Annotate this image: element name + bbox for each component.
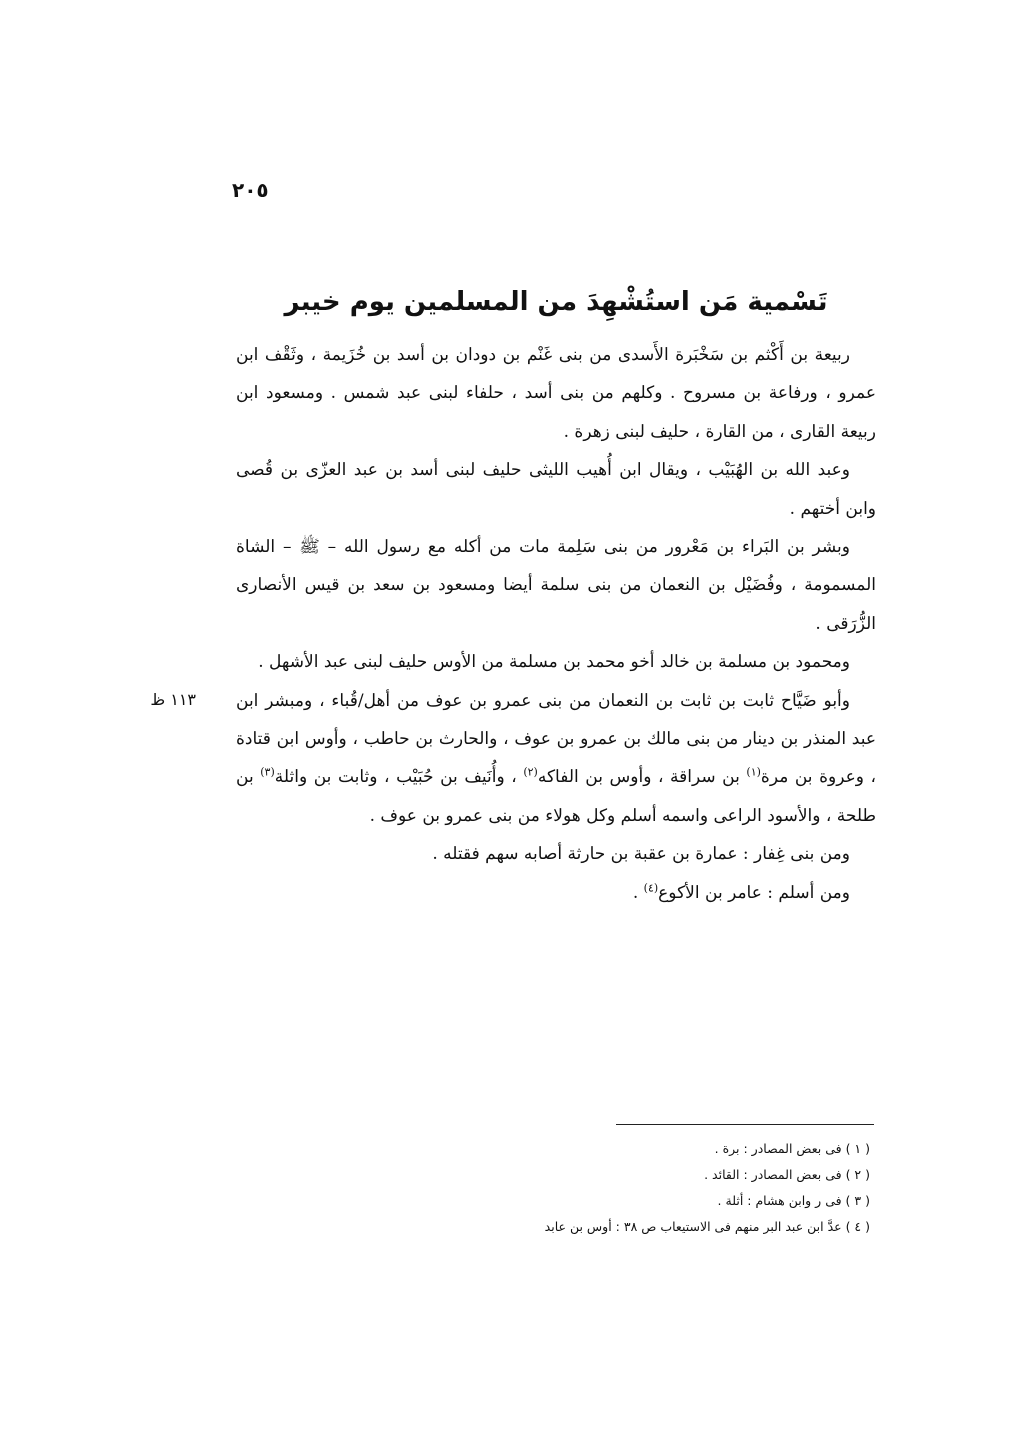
paragraph-aslam-part-1: ومن أسلم : عامر بن الأكوع [658, 882, 850, 903]
paragraph-bishr: وبشر بن البَراء بن مَعْرور من بنى سَلِمة مات من أكله مع رسول الله – ﷺ – الشاة المسمومة ، وفُضَيْل بن النعمان من بنى سلمة أيضا ومسعود بن سعد بن قيس الأنصارى الزُّرَقى . [236, 537, 876, 634]
paragraph-aslam-part-2: . [632, 882, 644, 903]
footnote-1: ( ١ ) فى بعض المصادر : برة . [714, 1141, 870, 1156]
footnote-2: ( ٢ ) فى بعض المصادر : القائد . [704, 1167, 870, 1182]
page-number: ٢٠٥ [232, 178, 269, 202]
paragraph-abu-dayyah-part-1: وأبو ضَيَّاح ثابت بن ثابت بن النعمان من بنى عمرو بن عوف من أهل/قُباء ، ومبشر ابن عبد المنذر بن دينار من بنى مالك بن عمرو بن عوف ، والحارث بن حاطب ، وأوس ابن قتادة ، وعروة بن مرة [236, 690, 876, 788]
chapter-title: تَسْمية مَن استُشْهِدَ من المسلمين يوم خيبر [284, 287, 828, 317]
paragraph-rabia: ربيعة بن أَكْثم بن سَخْبَرة الأَسدى من بنى غَنْم بن دودان بن أسد بن خُزَيمة ، وثَقْف ابن عمرو ، ورفاعة بن مسروح . وكلهم من بنى أسد ، حلفاء لبنى عبد شمس . ومسعود ابن ربيعة القارى ، من القارة ، حليف لبنى زهرة . [236, 345, 876, 442]
paragraph-mahmud: ومحمود بن مسلمة بن خالد أخو محمد بن مسلمة من الأوس حليف لبنى عبد الأشهل . [258, 652, 850, 673]
footnote-divider [616, 1124, 874, 1125]
margin-folio-note: ١١٣ ظ [150, 690, 196, 709]
paragraph-aslam [236, 874, 876, 912]
paragraph-abdallah: وعبد الله بن الهُبَيْب ، ويقال ابن أُهيب الليثى حليف لبنى أسد بن عبد العزّى بن قُصى وابن أختهم . [236, 460, 876, 519]
paragraph-abu-dayyah [236, 682, 876, 836]
footnote-ref-4: (٤) [643, 881, 659, 895]
paragraph-abu-dayyah-part-4: بن طلحة ، والأسود الراعى واسمه أسلم وكل هولاء من بنى عمرو بن عوف . [236, 767, 876, 826]
footnote-ref-1: (١) [746, 765, 761, 779]
paragraph-ghifar: ومن بنى غِفار : عمارة بن عقبة بن حارثة أصابه سهم فقتله . [432, 844, 850, 865]
footnote-ref-2: (٢) [523, 765, 538, 779]
paragraph-abu-dayyah-part-2: بن سراقة ، وأوس بن الفاكه [537, 767, 747, 788]
footnote-3: ( ٣ ) فى ر وابن هشام : أثلة . [717, 1193, 870, 1208]
footnote-ref-3: (٣) [260, 765, 275, 779]
footnote-4: ( ٤ ) عدَّ ابن عبد البر منهم فى الاستيعاب ص ٣٨ : أوس بن عابد [544, 1219, 870, 1234]
footnotes [400, 1136, 870, 1240]
paragraph-abu-dayyah-part-3: ، وأُنَيف بن حُبَيْب ، وثابت بن واثلة [274, 767, 524, 788]
body-text [236, 336, 876, 912]
